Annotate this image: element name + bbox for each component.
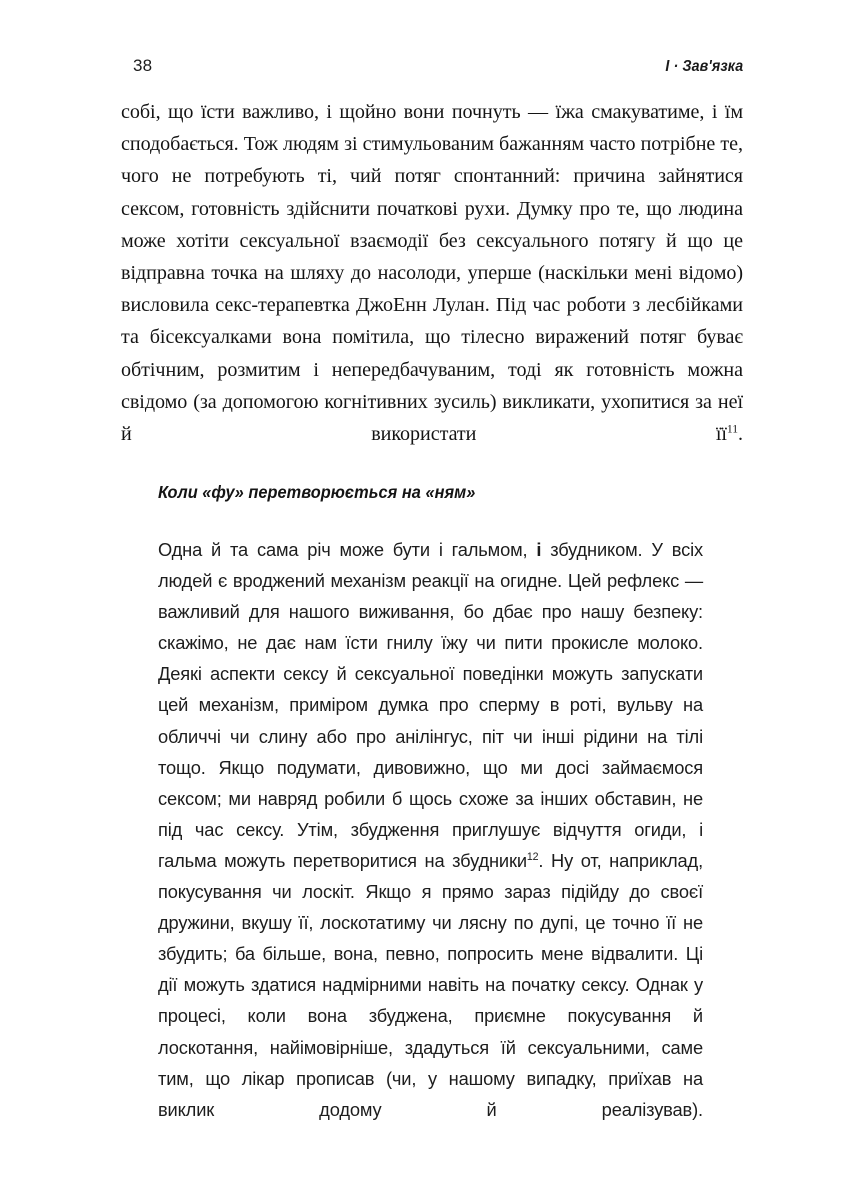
page-number: 38 bbox=[133, 56, 153, 75]
paragraph-2-part-3: . Ну от, наприклад, покусування чи лоскіт. Якщо я прямо зараз підійду до своєї дружини, вкушу її, лоскотатиму чи лясну по дупі, це точно її не збудить; ба більше, вона, певно, попросить мене відвалити. Ці дії можуть здатися надмірними навіть на початку сексу. Однак у процесі, коли вона збуджена, приємне покусування й лоскотання, найімовірніше, здадуться їй сексуальними, саме тим, що лікар прописав (чи, у нашому випадку, приїхав на виклик додому й реалізував). bbox=[158, 849, 703, 1120]
body-paragraph-2 bbox=[158, 534, 703, 1156]
chapter-title: I · Зав'язка bbox=[665, 58, 744, 75]
paragraph-2-emphasis: і bbox=[536, 539, 542, 560]
footnote-marker-12: 12 bbox=[526, 850, 539, 863]
footnote-marker-11: 11 bbox=[726, 422, 739, 436]
paragraph-1-tail: . bbox=[738, 423, 743, 446]
paragraph-1-text: собі, що їсти важливо, і щойно вони почнуть — їжа смакуватиме, і їм сподобається. Тож людям зі стимульованим бажанням часто потрібне те, чого не потребують ті, чий потяг спонтанний: причина зайнятися сексом, готовність здійснити початкові рухи. Думку про те, що людина може хотіти сексуальної взаємодії без сексуального потягу й що це відправна точка на шляху до насолоди, уперше (наскільки мені відомо) висловила секс-терапевтка ДжоЕнн Лулан. Під час роботи з лесбійками та бісексуалками вона помітила, що тілесно виражений потяг буває обтічним, розмитим і непередбачуваним, тоді як готовність можна свідомо (за допомогою когнітивних зусиль) викликати, ухопитися за неї й використати її bbox=[121, 101, 743, 446]
section-heading: Коли «фу» перетворюється на «ням» bbox=[158, 482, 476, 502]
body-paragraph-1 bbox=[121, 96, 743, 482]
body-paragraph-sans-block bbox=[158, 534, 703, 1156]
running-head bbox=[133, 56, 747, 82]
paragraph-2-part-1: Одна й та сама річ може бути і гальмом, bbox=[158, 539, 537, 560]
paragraph-2-part-2: збудником. У всіх людей є вроджений механізм реакції на огидне. Цей рефлекс — важливий для нашого виживання, бо дбає про нашу безпеку: скажімо, не дає нам їсти гнилу їжу чи пити прокисле молоко. Деякі аспекти сексу й сексуальної поведінки можуть запускати цей механізм, приміром думка про сперму в роті, вульву на обличчі чи слину або про анілінгус, піт чи інші рідини на тілі тощо. Якщо подумати, дивовижно, що ми досі займаємося сексом; ми навряд робили б щось схоже за інших обставин, не під час сексу. Утім, збудження приглушує відчуття огиди, і гальма можуть перетворитися на збудники bbox=[158, 539, 703, 871]
body-paragraph-serif-block bbox=[121, 96, 743, 482]
